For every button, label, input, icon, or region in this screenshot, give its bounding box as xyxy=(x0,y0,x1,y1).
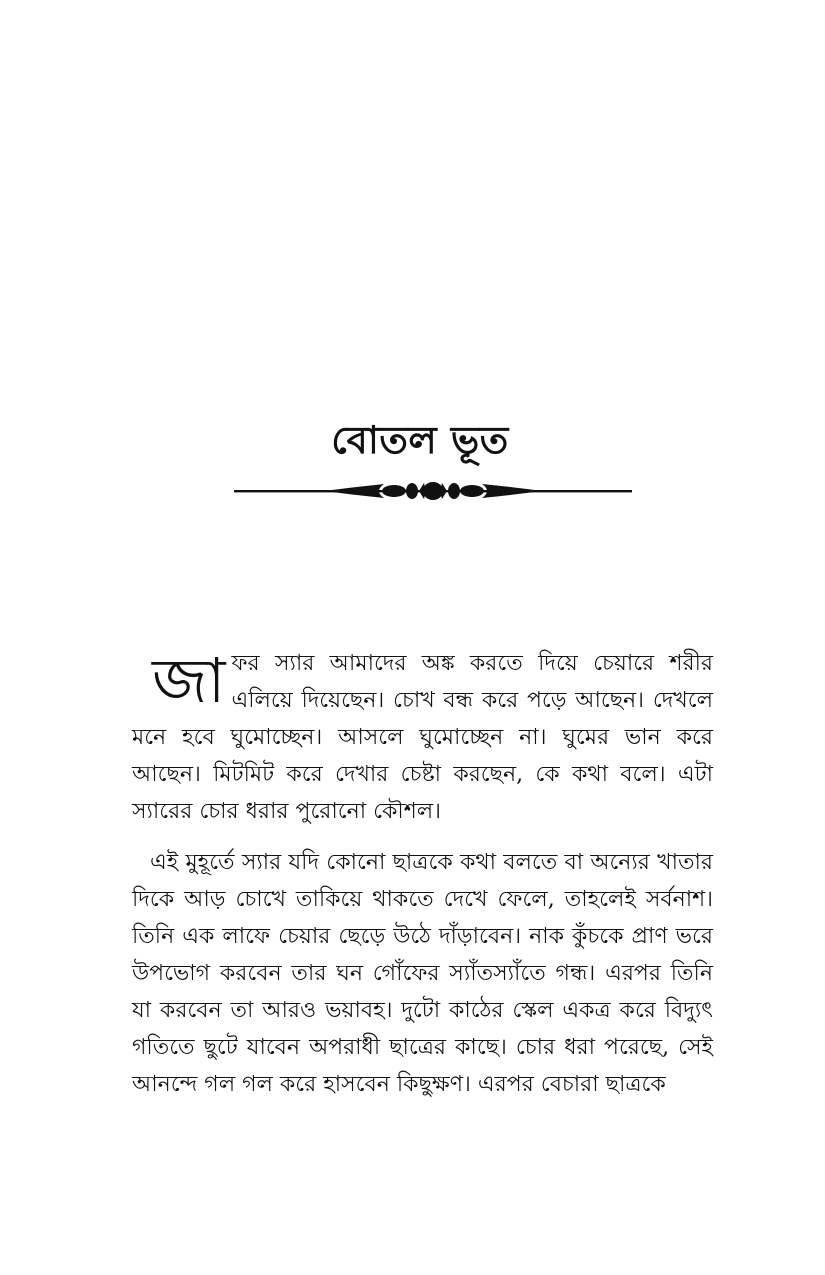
paragraph-1-text: ফর স্যার আমাদের অঙ্ক করতে দিয়ে চেয়ারে শরীর এলিয়ে দিয়েছেন। চোখ বন্ধ করে পড়ে আছেন। দেখলে মনে হবে ঘুমোচ্ছেন। আসলে ঘুমোচ্ছেন না। ঘুমের ভান করে আছেন। মিটমিট করে দেখার চেষ্টা করছেন, কে কথা বলে। এটা স্যারের চোর ধরার পুরোনো কৌশল। xyxy=(132,651,713,824)
paragraph-1 xyxy=(132,645,713,830)
body-text xyxy=(132,645,713,1103)
chapter-title: বোতল ভূত xyxy=(331,417,509,463)
decorative-divider-ornament-icon xyxy=(234,476,632,506)
paragraph-2: এই মুহূর্তে স্যার যদি কোনো ছাত্রকে কথা বলতে বা অন্যের খাতার দিকে আড় চোখে তাকিয়ে থাকতে দেখে ফেলে, তাহলেই সর্বনাশ। তিনি এক লাফে চেয়ার ছেড়ে উঠে দাঁড়াবেন। নাক কুঁচকে প্রাণ ভরে উপভোগ করবেন তার ঘন গোঁফের স্যাঁতস্যাঁতে গন্ধ। এরপর তিনি যা করবেন তা আরও ভয়াবহ। দুটো কাঠের স্কেল একত্র করে বিদ্যুৎ গতিতে ছুটে যাবেন অপরাধী ছাত্রের কাছে। চোর ধরা পরেছে, সেই আনন্দে গল গল করে হাসবেন কিছুক্ষণ। এরপর বেচারা ছাত্রকে xyxy=(132,850,713,1097)
drop-cap: জা xyxy=(152,644,226,717)
